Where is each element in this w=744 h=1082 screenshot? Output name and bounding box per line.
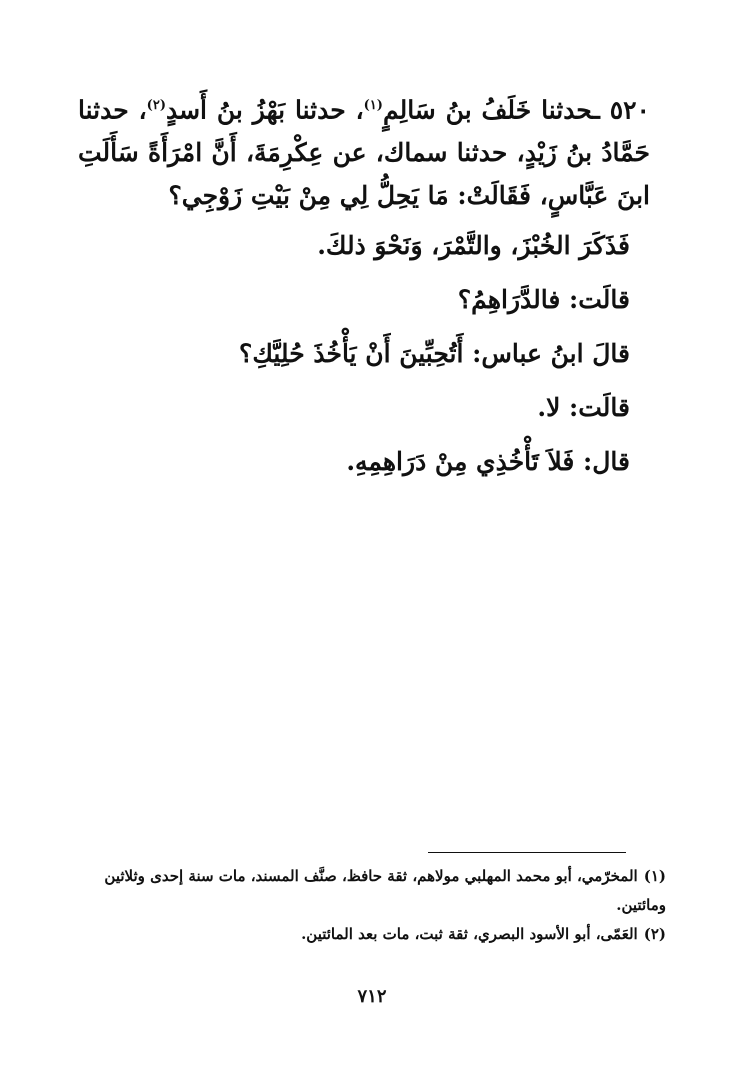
isnad-segment-2: ، حدثنا بَهْزُ بنُ أَسدٍ (165, 95, 364, 125)
dialog-line-3: قالَ ابنُ عباس: أَتُحِبِّينَ أَنْ يَأْخُذَ حُلِيَّكِ؟ (239, 339, 630, 369)
footnote-2 (86, 920, 666, 949)
hadith-dash: ـ (592, 95, 600, 125)
hadith-opening-paragraph (78, 84, 650, 217)
footnote-1 (86, 862, 666, 920)
dialog-line-4: قالَت: لا. (537, 393, 630, 423)
page-number: ٧١٢ (357, 986, 387, 1007)
dialog-line-5: قال: فَلاَ تَأْخُذِي مِنْ دَرَاهِمِهِ. (346, 447, 630, 477)
footnote-1-marker: (١) (643, 867, 666, 885)
footnote-marker-2: (٢) (146, 98, 166, 113)
dialog-line-1: فَذَكَرَ الخُبْزَ، والتَّمْرَ، وَنَحْوَ ذلكَ. (317, 231, 630, 261)
isnad-segment-1: حدثنا خَلَفُ بنُ سَالِمٍ (382, 95, 593, 125)
footnote-separator (428, 852, 626, 853)
isnad-segment-3: ، حدثنا حَمَّادُ بنُ زَيْدٍ، حدثنا سماك، عن عِكْرِمَةَ، أَنَّ امْرَأَةً سَأَلَتِ ابنَ عَبَّاسٍ، فَقَالَتْ: مَا يَحِلُّ لِي مِنْ بَيْتِ زَوْجِي؟ (78, 95, 650, 211)
footnote-1-text: المخرّمي، أبو محمد المهلبي مولاهم، ثقة حافظ، صنَّف المسند، مات سنة إحدى وثلاثين ومائتين. (104, 867, 666, 914)
footnote-2-marker: (٢) (643, 925, 666, 943)
footnote-2-text: العَمّى، أبو الأسود البصري، ثقة ثبت، مات بعد المائتين. (301, 925, 638, 943)
dialog-line-2: قالَت: فالدَّرَاهِمُ؟ (457, 285, 630, 315)
hadith-number: ٥٢٠ (609, 95, 650, 125)
footnote-marker-1: (١) (363, 98, 383, 113)
footnotes (86, 862, 666, 949)
hadith-text (78, 84, 650, 489)
